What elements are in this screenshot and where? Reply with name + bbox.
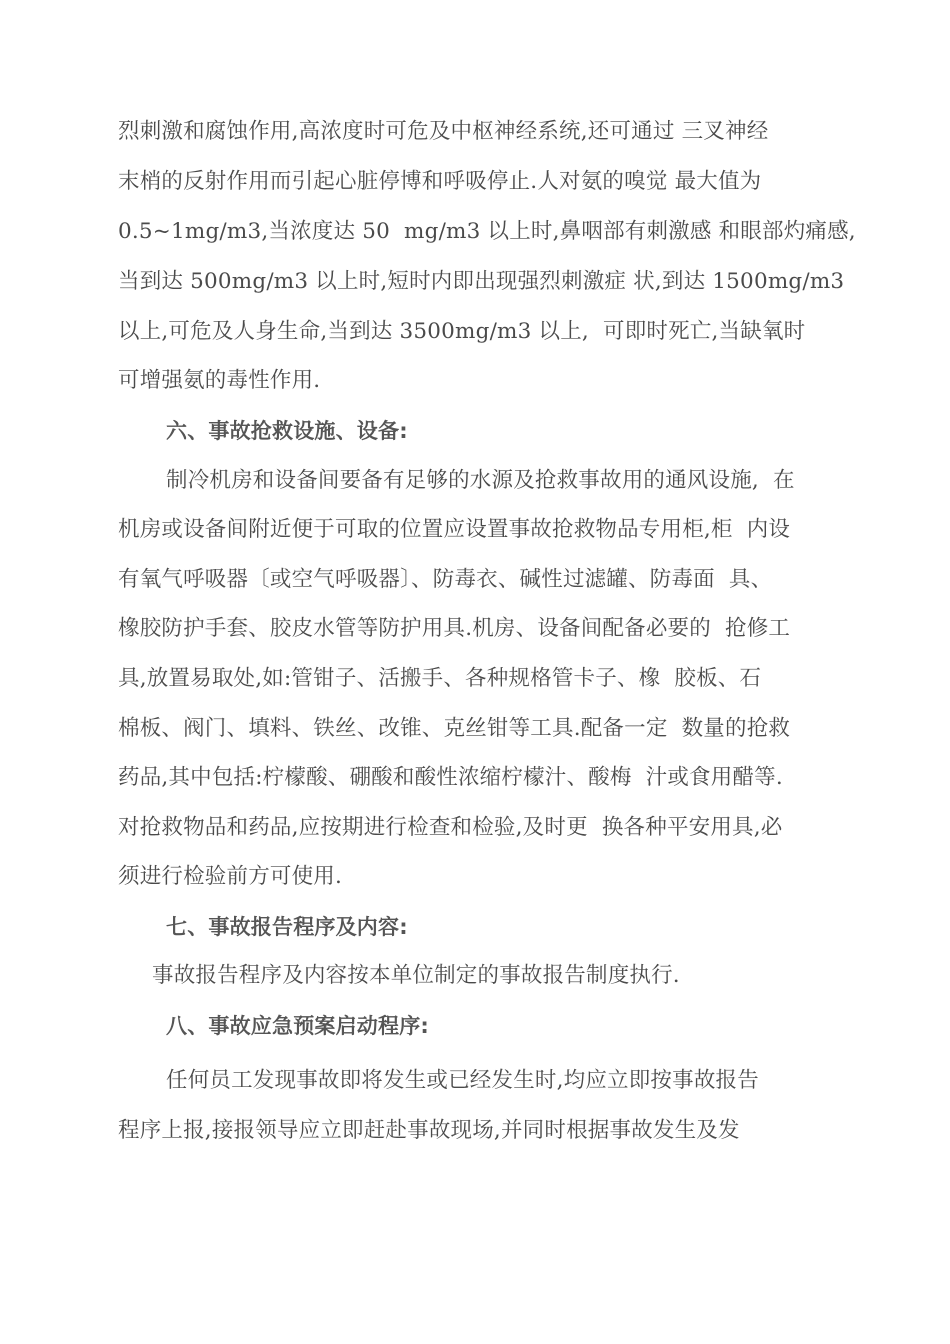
- section-heading: 七、事故报告程序及内容:: [166, 915, 408, 939]
- text-line: 0.5~1mg/m3,当浓度达 50 mg/m3 以上时,鼻咽部有刺激感 和眼部灼痛感,: [118, 219, 856, 244]
- text-line: 有氧气呼吸器〔或空气呼吸器〕、防毒衣、碱性过滤罐、防毒面 具、: [118, 567, 773, 592]
- text-line: 制冷机房和设备间要备有足够的水源及抢救事故用的通风设施, 在: [166, 468, 795, 493]
- text-line: 末梢的反射作用而引起心脏停博和呼吸停止.人对氨的嗅觉 最大值为: [118, 169, 762, 194]
- text-line: 对抢救物品和药品,应按期进行检查和检验,及时更 换各种平安用具,必: [118, 815, 783, 840]
- section-heading: 八、事故应急预案启动程序:: [166, 1014, 429, 1038]
- text-line: 事故报告程序及内容按本单位制定的事故报告制度执行.: [152, 963, 680, 988]
- text-line: 可增强氨的毒性作用.: [118, 368, 321, 393]
- text-line: 以上,可危及人身生命,当到达 3500mg/m3 以上, 可即时死亡,当缺氧时: [118, 319, 806, 344]
- text-line: 任何员工发现事故即将发生或已经发生时,均应立即按事故报告: [166, 1068, 759, 1093]
- text-line: 烈刺激和腐蚀作用,高浓度时可危及中枢神经系统,还可通过 三叉神经: [118, 119, 769, 144]
- text-line: 药品,其中包括:柠檬酸、硼酸和酸性浓缩柠檬汁、酸梅 汁或食用醋等.: [118, 765, 783, 790]
- text-line: 橡胶防护手套、胶皮水管等防护用具.机房、设备间配备必要的 抢修工: [118, 616, 791, 641]
- text-line: 机房或设备间附近便于可取的位置应设置事故抢救物品专用柜,柜 内设: [118, 517, 791, 542]
- text-line: 程序上报,接报领导应立即赶赴事故现场,并同时根据事故发生及发: [118, 1118, 740, 1143]
- text-line: 棉板、阀门、填料、铁丝、改锥、克丝钳等工具.配备一定 数量的抢救: [118, 716, 791, 741]
- section-heading: 六、事故抢救设施、设备:: [166, 419, 408, 443]
- text-line: 须进行检验前方可使用.: [118, 864, 343, 889]
- text-line: 当到达 500mg/m3 以上时,短时内即出现强烈刺激症 状,到达 1500mg/m3: [118, 269, 845, 294]
- text-line: 具,放置易取处,如:管钳子、活搬手、各种规格管卡子、橡 胶板、石: [118, 666, 762, 691]
